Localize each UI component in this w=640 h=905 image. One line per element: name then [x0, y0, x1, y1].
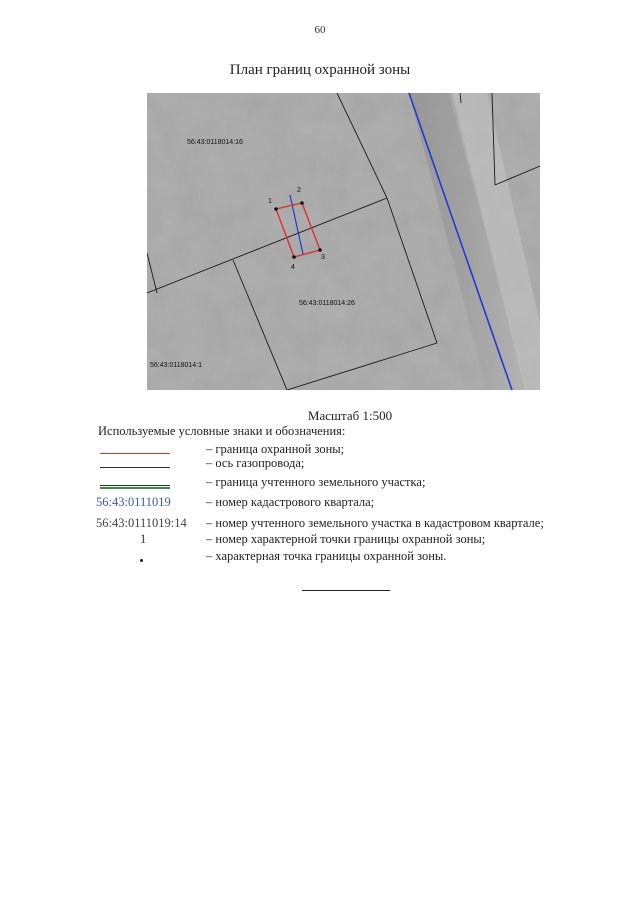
legend-item-point-number: [96, 532, 616, 550]
legend-symbol-dot: [96, 549, 200, 567]
legend-item-gas-axis: [96, 456, 616, 474]
legend-symbol-green-line: [96, 475, 200, 493]
legend-heading: Используемые условные знаки и обозначения:: [98, 424, 346, 438]
legend-text: – номер характерной точки границы охранной зоны;: [206, 532, 486, 546]
point-label-3: 3: [321, 254, 325, 261]
legend-text: – характерная точка границы охранной зоны.: [206, 549, 447, 563]
end-separator-line: [302, 590, 390, 591]
legend-item-parcel-boundary: [96, 475, 616, 493]
legend-item-quarter-number: [96, 495, 616, 513]
legend-text: – номер учтенного земельного участка в кадастровом квартале;: [206, 516, 544, 530]
point-2-marker: [300, 201, 304, 205]
legend-text: – граница учтенного земельного участка;: [206, 475, 426, 489]
legend-symbol-quarter-code: 56:43:0111019: [96, 495, 171, 509]
point-label-2: 2: [297, 187, 301, 194]
legend-text: – граница охранной зоны;: [206, 442, 345, 456]
legend-symbol-point-number: 1: [140, 532, 147, 546]
legend-symbol-axis-line: [96, 456, 200, 474]
map-scale: Масштаб 1:500: [307, 408, 393, 423]
parcel-label-1: 56:43:0118014:1: [150, 362, 203, 369]
parcel-label-26: 56:43:0118014:26: [299, 300, 355, 307]
point-4-marker: [292, 255, 296, 259]
legend-text: – ось газопровода;: [206, 456, 305, 470]
point-label-4: 4: [291, 264, 295, 271]
point-label-1: 1: [268, 198, 272, 205]
legend-symbol-parcel-code: 56:43:0111019:14: [96, 516, 187, 530]
page-title: План границ охранной зоны: [229, 62, 411, 78]
point-1-marker: [274, 207, 278, 211]
point-3-marker: [318, 248, 322, 252]
legend-text: – номер кадастрового квартала;: [206, 495, 375, 509]
page-number: 60: [314, 24, 326, 36]
cadastral-map: [147, 93, 540, 390]
parcel-label-16: 56:43:0118014:16: [187, 139, 243, 146]
legend-item-point-dot: [96, 549, 616, 567]
